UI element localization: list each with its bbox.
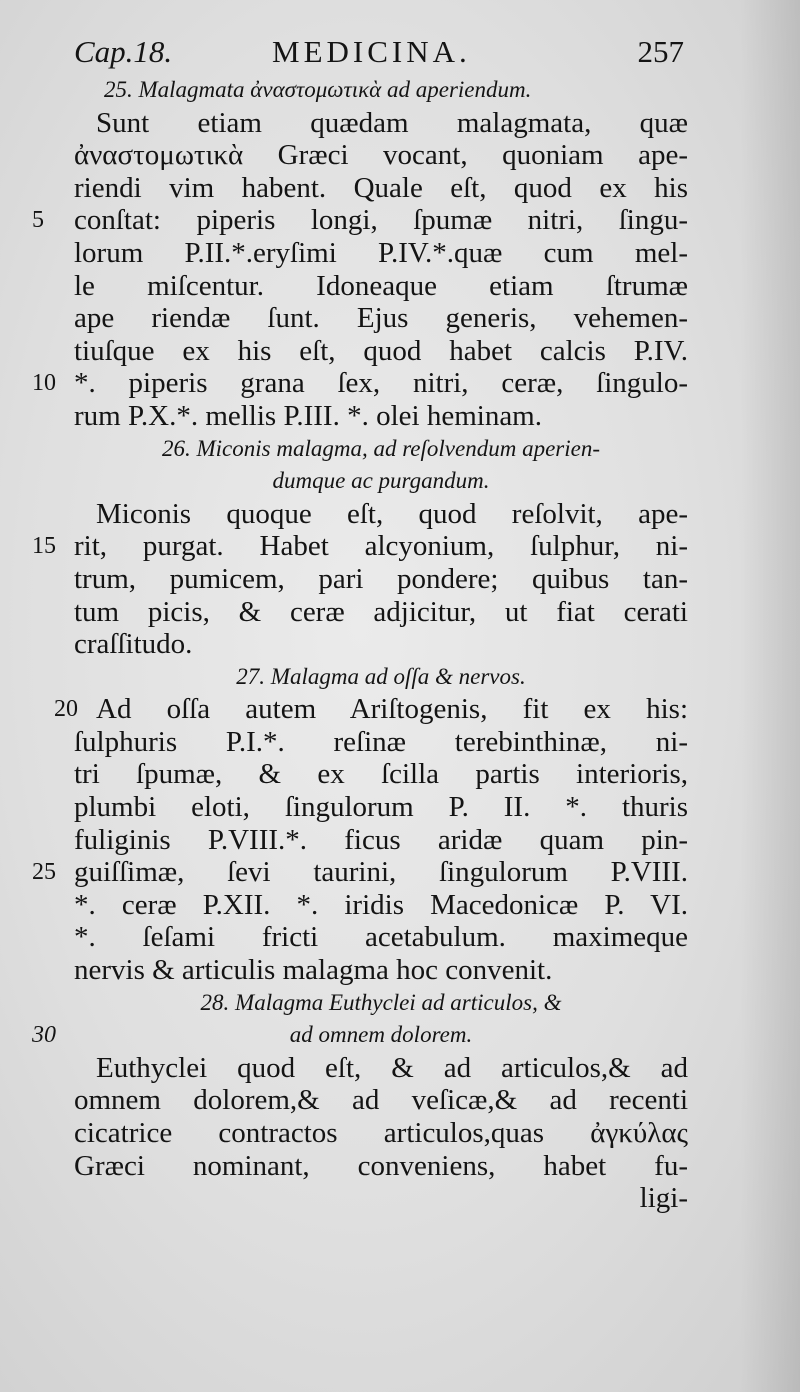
line-text: ſulphuris P.I.*. reſinæ terebinthinæ, ni- — [74, 725, 688, 758]
text-line — [74, 1150, 688, 1183]
line-text: dumque ac purgandum. — [272, 468, 490, 494]
line-text: ad omnem dolorem. — [289, 1022, 473, 1048]
line-text: tri ſpumæ, & ex ſcilla partis interioris, — [74, 758, 688, 791]
text-line — [74, 302, 688, 335]
line-text: fuliginis P.VIII.*. ficus aridæ quam pin- — [74, 823, 688, 856]
line-text: Sunt etiam quædam malagmata, quæ — [96, 106, 688, 139]
text-line — [74, 1117, 688, 1150]
text-line — [74, 237, 688, 270]
section-heading — [74, 433, 688, 466]
line-text: cicatrice contractos articulos,quas ἀγκύλας — [74, 1117, 688, 1149]
line-text: guiſſimæ, ſevi taurini, ſingulorum P.VIII. — [74, 856, 688, 889]
text-line — [74, 335, 688, 368]
text-line — [74, 172, 688, 205]
line-text: *. ceræ P.XII. *. iridis Macedonicæ P. VI. — [74, 888, 688, 921]
line-number: 10 — [32, 370, 56, 397]
line-text: ἀναστομωτικὰ Græci vocant, quoniam ape- — [74, 139, 688, 172]
page-edge-shadow — [740, 0, 800, 1392]
text-line — [32, 204, 688, 237]
text-line — [74, 596, 688, 629]
line-text: craſſitudo. — [74, 628, 193, 661]
text-line — [74, 889, 688, 922]
catchword — [74, 1182, 688, 1215]
line-text: Ad oſſa autem Ariſtogenis, fit ex his: — [96, 693, 688, 726]
line-text: omnem dolorem,& ad veſicæ,& ad recenti — [74, 1084, 688, 1117]
line-text: *. piperis grana ſex, nitri, ceræ, ſingulo- — [74, 367, 688, 400]
text-line — [74, 270, 688, 303]
section-heading — [74, 987, 688, 1020]
text-line — [74, 1084, 688, 1117]
text-block — [32, 74, 688, 1215]
line-text: *. ſeſami fricti acetabulum. maximeque — [74, 921, 688, 954]
running-title: MEDICINA. — [272, 34, 471, 69]
text-line — [32, 530, 688, 563]
text-line — [74, 726, 688, 759]
line-text: 26. Miconis malagma, ad reſolvendum aperien- — [162, 435, 600, 461]
running-header — [74, 34, 684, 78]
text-line — [74, 921, 688, 954]
text-line — [74, 1052, 688, 1085]
text-line — [74, 628, 688, 661]
line-text: conſtat: piperis longi, ſpumæ nitri, ſingu- — [74, 204, 688, 237]
section-heading — [32, 1019, 688, 1052]
line-number: 5 — [32, 207, 44, 234]
line-text: tum picis, & ceræ adjicitur, ut fiat cerati — [74, 595, 688, 628]
line-text: ligi- — [639, 1182, 688, 1215]
line-text: riendi vim habent. Quale eſt, quod ex his — [74, 171, 688, 204]
text-line — [74, 498, 688, 531]
text-line — [74, 400, 688, 433]
text-line — [74, 107, 688, 140]
line-text: Euthyclei quod eſt, & ad articulos,& ad — [96, 1051, 688, 1084]
line-text: plumbi eloti, ſingulorum P. II. *. thuris — [74, 791, 688, 824]
line-number: 30 — [32, 1022, 56, 1049]
line-text: Miconis quoque eſt, quod reſolvit, ape- — [96, 497, 688, 530]
text-line — [32, 367, 688, 400]
text-line — [54, 693, 688, 726]
line-text: rum P.X.*. mellis P.III. *. olei heminam. — [74, 399, 542, 432]
line-text: le miſcentur. Idoneaque etiam ſtrumæ — [74, 269, 688, 302]
line-text: lorum P.II.*.eryſimi P.IV.*.quæ cum mel- — [74, 236, 688, 269]
line-text: nervis & articulis malagma hoc convenit. — [74, 954, 553, 987]
page-number: 257 — [637, 34, 684, 69]
chapter-label: Cap.18. — [74, 34, 173, 69]
line-number: 25 — [32, 859, 56, 886]
line-text: rit, purgat. Habet alcyonium, ſulphur, ni- — [74, 530, 688, 563]
line-text: trum, pumicem, pari pondere; quibus tan- — [74, 562, 688, 595]
section-heading — [74, 661, 688, 694]
line-text: 25. Malagmata ἀναστομωτικὰ ad aperiendum. — [104, 77, 532, 102]
text-line — [74, 824, 688, 857]
line-text: Græci nominant, conveniens, habet fu- — [74, 1149, 688, 1182]
section-heading — [74, 465, 688, 498]
line-text: 27. Malagma ad oſſa & nervos. — [236, 663, 526, 689]
text-line — [32, 856, 688, 889]
line-text: tiuſque ex his eſt, quod habet calcis P.IV. — [74, 334, 688, 367]
line-number: 20 — [54, 696, 78, 723]
text-line — [74, 139, 688, 172]
text-line — [74, 954, 688, 987]
line-text: 28. Malagma Euthyclei ad articulos, & — [200, 989, 562, 1015]
section-heading — [74, 74, 688, 107]
line-text: ape riendæ ſunt. Ejus generis, vehemen- — [74, 302, 688, 335]
text-line — [74, 758, 688, 791]
line-number: 15 — [32, 533, 56, 560]
text-line — [74, 791, 688, 824]
text-line — [74, 563, 688, 596]
